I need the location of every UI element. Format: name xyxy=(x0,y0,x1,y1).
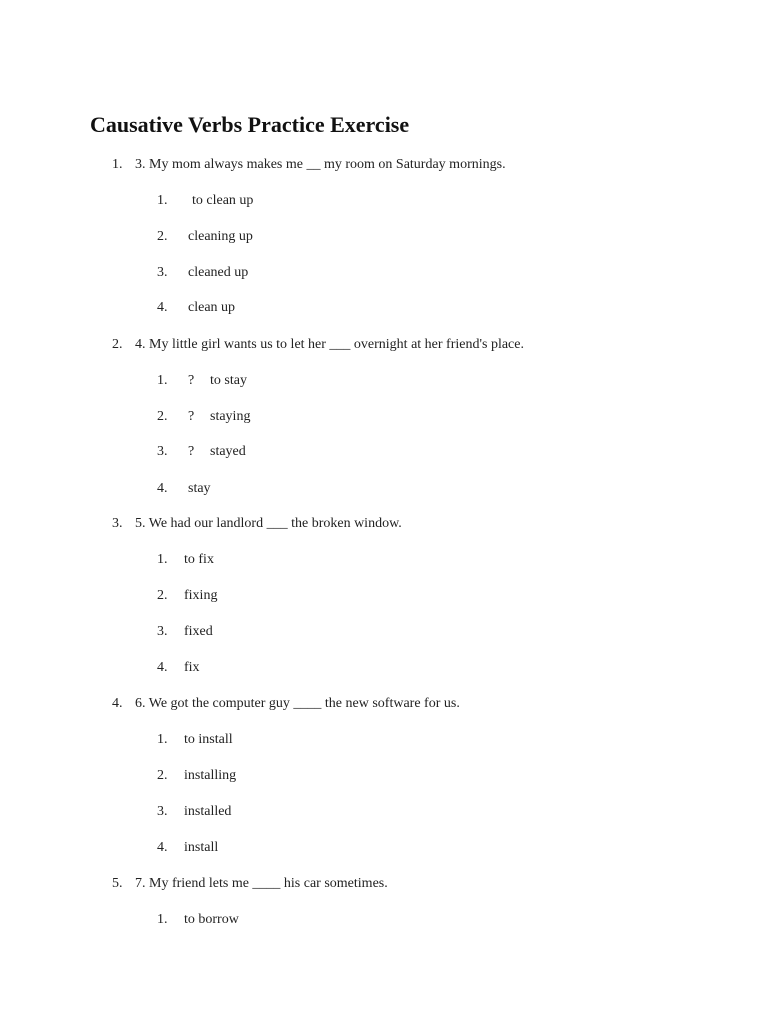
question-1-option-1 xyxy=(0,191,768,211)
question-number: 2. xyxy=(112,337,123,352)
question-1-option-3 xyxy=(0,263,768,283)
option-text: staying xyxy=(210,409,251,424)
option-number: 2. xyxy=(157,409,168,424)
option-number: 3. xyxy=(157,444,168,459)
question-number: 5. xyxy=(112,876,123,891)
question-number: 3. xyxy=(112,516,123,531)
question-2 xyxy=(0,335,768,355)
option-text: to clean up xyxy=(192,193,254,208)
question-4 xyxy=(0,694,768,714)
question-2-option-4 xyxy=(0,479,768,499)
option-text: to stay xyxy=(210,373,247,388)
option-number: 4. xyxy=(157,300,168,315)
option-text: stayed xyxy=(210,444,246,459)
question-2-option-3 xyxy=(0,442,768,462)
question-number: 4. xyxy=(112,696,123,711)
option-text: fixing xyxy=(184,588,218,603)
question-1 xyxy=(0,155,768,175)
option-text: cleaning up xyxy=(188,229,253,244)
question-text: 4. My little girl wants us to let her ___ overnight at her friend's place. xyxy=(135,337,524,352)
option-number: 1. xyxy=(157,193,168,208)
option-number: 2. xyxy=(157,588,168,603)
question-2-option-2 xyxy=(0,407,768,427)
option-number: 2. xyxy=(157,768,168,783)
option-number: 3. xyxy=(157,804,168,819)
option-number: 2. xyxy=(157,229,168,244)
question-text: 3. My mom always makes me __ my room on Saturday mornings. xyxy=(135,157,506,172)
option-text: installing xyxy=(184,768,237,783)
option-text: to fix xyxy=(184,552,214,567)
unknown-glyph-mark: ? xyxy=(188,444,195,459)
option-text: to borrow xyxy=(184,912,239,927)
option-number: 4. xyxy=(157,660,168,675)
option-number: 4. xyxy=(157,840,168,855)
option-number: 1. xyxy=(157,912,168,927)
option-text: install xyxy=(184,840,219,855)
question-1-option-4 xyxy=(0,298,768,318)
option-text: clean up xyxy=(188,300,236,315)
question-3-option-1 xyxy=(0,550,768,570)
unknown-glyph-mark: ? xyxy=(188,409,195,424)
unknown-glyph-mark: ? xyxy=(188,373,195,388)
option-text: fix xyxy=(184,660,200,675)
document-title: Causative Verbs Practice Exercise xyxy=(90,112,410,137)
option-number: 3. xyxy=(157,265,168,280)
option-text: fixed xyxy=(184,624,213,639)
option-text: stay xyxy=(188,481,211,496)
option-number: 3. xyxy=(157,624,168,639)
option-number: 4. xyxy=(157,481,168,496)
question-4-option-4 xyxy=(0,838,768,858)
question-4-option-3 xyxy=(0,802,768,822)
question-2-option-1 xyxy=(0,371,768,391)
question-number: 1. xyxy=(112,157,123,172)
option-text: installed xyxy=(184,804,232,819)
option-text: to install xyxy=(184,732,233,747)
question-text: 7. My friend lets me ____ his car sometimes. xyxy=(135,876,388,891)
question-5-option-1 xyxy=(0,910,768,930)
question-5 xyxy=(0,874,768,894)
question-3-option-4 xyxy=(0,658,768,678)
option-number: 1. xyxy=(157,373,168,388)
option-number: 1. xyxy=(157,732,168,747)
question-4-option-1 xyxy=(0,730,768,750)
question-3-option-3 xyxy=(0,622,768,642)
question-4-option-2 xyxy=(0,766,768,786)
question-1-option-2 xyxy=(0,227,768,247)
question-text: 6. We got the computer guy ____ the new software for us. xyxy=(135,696,460,711)
option-number: 1. xyxy=(157,552,168,567)
question-text: 5. We had our landlord ___ the broken window. xyxy=(135,516,402,531)
question-3 xyxy=(0,514,768,534)
question-3-option-2 xyxy=(0,586,768,606)
option-text: cleaned up xyxy=(188,265,249,280)
